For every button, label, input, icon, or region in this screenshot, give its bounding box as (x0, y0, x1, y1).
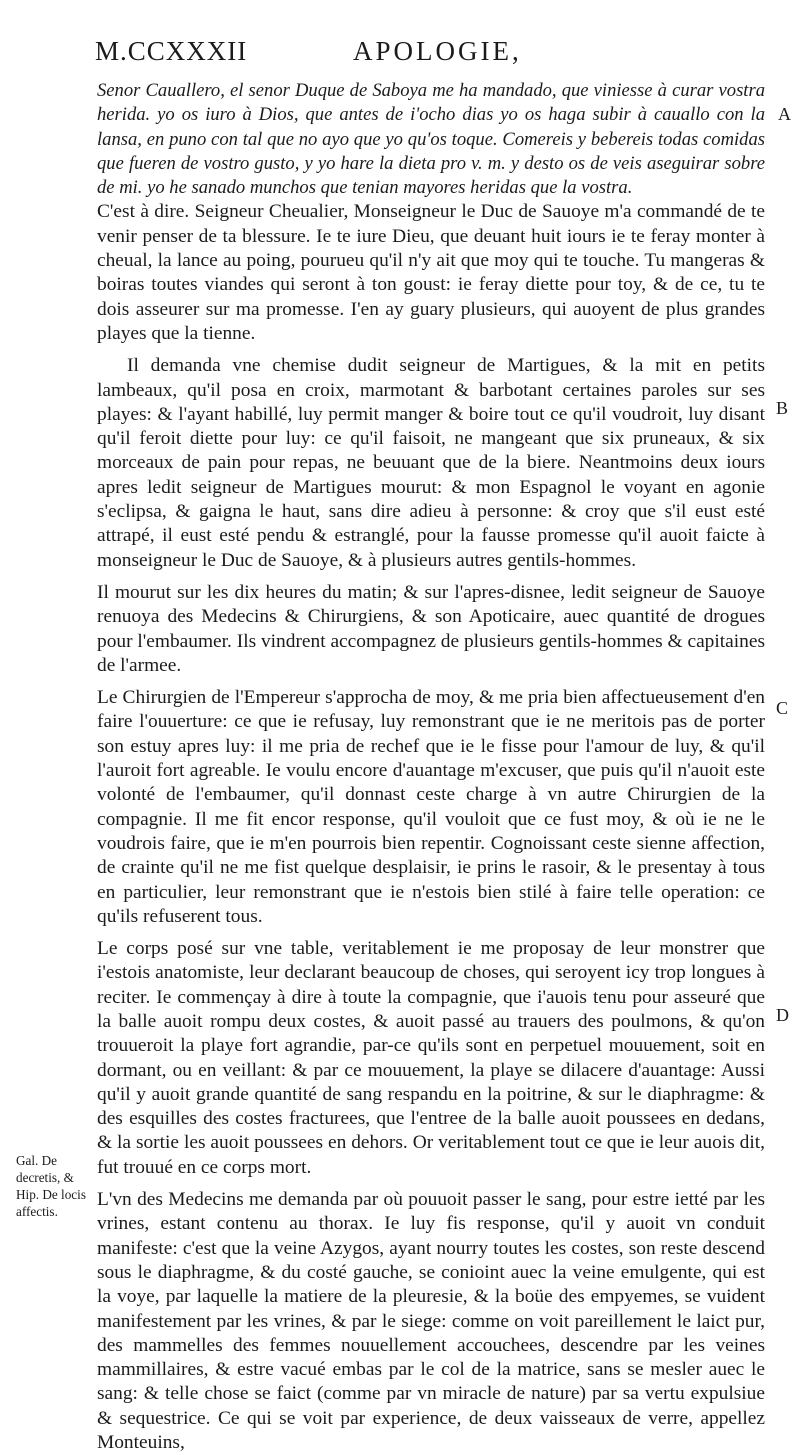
spanish-passage: Senor Cauallero, el senor Duque de Saboya me ha mandado, que viniesse à curar vostra herida. yo os iuro à Dios, que antes de i'ocho dias yo os haga subir à cauallo con la lansa, en puno con tal que no ayo que yo qu'os toque. Comereis y bebereis todas comidas que fueren de vostro gusto, y yo hare la dieta pro v. m. y desto os de veis aseguirar sobre de mi. yo he sanado munchos que tenian mayores heridas que la vostra. (97, 80, 765, 199)
paragraph-medecins: L'vn des Medecins me demanda par où pouuoit passer le sang, pour estre ietté par les vrines, estant contenu au thorax. Ie luy fis response, qu'il y auoit vn conduit manifeste: c'est que la veine Azygos, ayant nourry toutes les costes, son reste descend sous le diaphragme, & du costé gauche, se conioint auec la veine emulgente, qui est la voye, par laquelle la matiere de la pleuresie, & la boüe des empyemes, se vuident manifestement par les vrines, & par le siege: comme on voit pareillement le laict pur, des mammelles des femmes nouuellement accouchees, descendre par les veines mammillaires, & estre vacué embas par le col de la matrice, sans se mesler auec le sang: & telle chose se faict (comme par vn miracle de nature) par sa vertu expulsiue & sequestrice. Ce qui se voit par experience, de deux vaisseaux de verre, appellez Monteuins, (97, 1189, 765, 1454)
folio-number: M.CCXXXII (95, 36, 248, 66)
paragraph-chemise: Il demanda vne chemise dudit seigneur de Martigues, & la mit en petits lambeaux, qu'il posa en croix, marmotant & barbotant certaines paroles sur ses playes: & l'ayant habillé, luy permit manger & boire tout ce qu'il voudroit, luy disant qu'il feroit diette pour luy: ce qu'il faisoit, ne mangeant que six pruneaux, & six morceaux de pain pour repas, ne beuuant que de la biere. Neantmoins deux iours apres ledit seigneur de Martigues mourut: & mon Espagnol le voyant en agonie s'eclipsa, & gaigna le haut, sans dire adieu à personne: & croy que s'il eust esté attrapé, il eust esté pendu & estranglé, pour la fausse promesse qu'il auoit faicte à monseigneur le Duc de Sauoye, & à plusieurs autres gentils-hommes. (97, 355, 765, 571)
body-text (97, 79, 765, 1455)
running-head: APOLOGIE, (353, 36, 522, 66)
margin-note-citation: Gal. De decretis, & Hip. De locis affectis. (16, 1153, 86, 1219)
paragraph-corps: Le corps posé sur vne table, veritablement ie me proposay de leur monstrer que i'estois anatomiste, leur declarant beaucoup de choses, qui seroyent icy trop longues à reciter. Ie commençay à dire à toute la compagnie, que i'auois tenu pour asseuré que la balle auoit rompu deux costes, & auoit passé au trauers des poulmons, & qu'on trouueroit la playe fort agrandie, par-ce qu'ils sont en perpetuel mouuement, soit en dormant, ou en veillant: & par ce mouuement, la playe se dilacere d'auantage: Aussi qu'il y auoit grande quantité de sang respandu en la poitrine, & sur le diaphragme: & des esquilles des costes fracturees, que l'entree de la balle auoit poussees en dedans, & la sortie les auoit poussees en dehors. Or veritablement tout ce que ie leur auois dit, fut trouué en ce corps mort. (97, 938, 765, 1178)
margin-letter-b: B (776, 398, 789, 418)
margin-letter-a: A (778, 104, 791, 124)
paragraph-mourut: Il mourut sur les dix heures du matin; & sur l'apres-disnee, ledit seigneur de Sauoye renuoya des Medecins & Chirurgiens, & son Apoticaire, auec quantité de drogues pour l'embaumer. Ils vindrent accompagnez de plusieurs gentils-hommes & capitaines de l'armee. (97, 581, 765, 676)
paragraph-translation: C'est à dire. Seigneur Cheualier, Monseigneur le Duc de Sauoye m'a commandé de te venir penser de ta blessure. Ie te iure Dieu, que deuant huit iours ie te feray monter à cheual, la lance au poing, pourueu qu'il n'y ait que moy qui te touche. Tu mangeras & boiras toutes viandes qui seront à ton goust: ie feray diette pour toy, & de ce, tu te dois asseurer sur ma promesse. I'en ay guary plusieurs, qui auoyent de plus grandes playes que la tienne. (97, 201, 765, 344)
margin-letter-d: D (776, 1005, 789, 1025)
margin-letter-c: C (776, 698, 789, 718)
page-header (95, 36, 765, 76)
paragraph-chirurgien: Le Chirurgien de l'Empereur s'approcha de moy, & me pria bien affectueusement d'en faire l'ouuerture: ce que ie refusay, luy remonstrant que ie ne meritois pas de porter son estuy apres luy: il me pria de rechef que ie le fisse pour l'amour de luy, & qu'il l'auroit fort agreable. Ie voulu encore d'auantage m'excuser, que puis qu'il n'auoit este volonté de l'embaumer, qu'il donnast ceste charge à vn autre Chirurgien de la compagnie. Il me fit encor response, qu'il vouloit que ce fust moy, & où ie ne le voudrois faire, que ie m'en pourrois bien repentir. Cognoissant ceste sienne affection, de crainte qu'il ne me fist quelque desplaisir, ie prins le rasoir, & le presentay à tous en particulier, leur remonstrant que ie n'estois bien stilé à faire telle operation: ce qu'ils refuserent tous. (97, 687, 765, 927)
